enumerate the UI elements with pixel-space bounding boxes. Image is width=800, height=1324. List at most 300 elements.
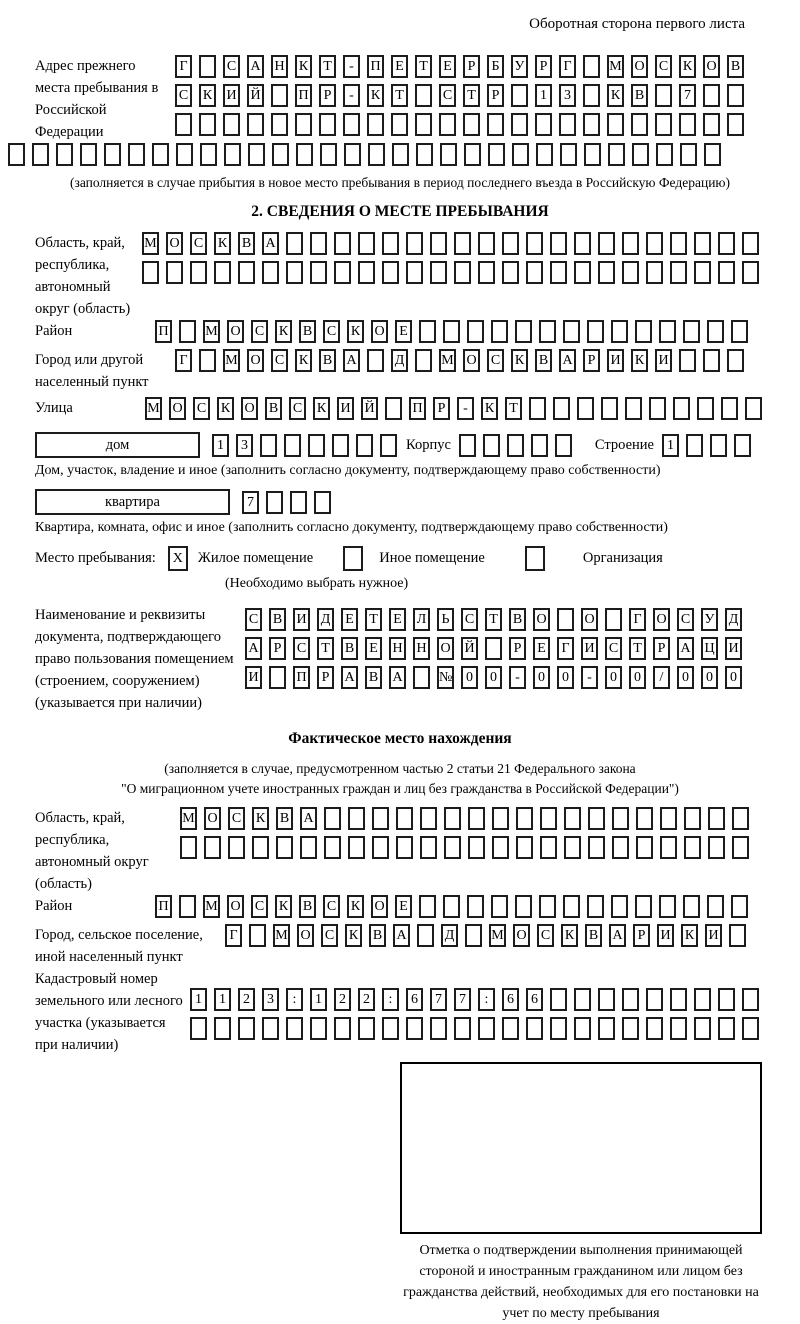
char-box[interactable] — [564, 836, 581, 859]
char-box[interactable]: А — [262, 232, 279, 255]
char-box[interactable]: В — [269, 608, 286, 631]
char-box[interactable] — [368, 143, 385, 166]
char-box[interactable] — [622, 1017, 639, 1040]
char-box[interactable] — [670, 261, 687, 284]
char-box[interactable]: : — [382, 988, 399, 1011]
char-box[interactable] — [190, 1017, 207, 1040]
char-box[interactable] — [396, 836, 413, 859]
char-box[interactable]: С — [439, 84, 456, 107]
char-box[interactable]: В — [276, 807, 293, 830]
char-box[interactable] — [574, 1017, 591, 1040]
char-box[interactable]: 6 — [406, 988, 423, 1011]
char-box[interactable] — [646, 232, 663, 255]
char-box[interactable] — [587, 320, 604, 343]
char-box[interactable]: А — [609, 924, 626, 947]
char-box[interactable] — [380, 434, 397, 457]
char-box[interactable] — [598, 232, 615, 255]
char-box[interactable] — [636, 807, 653, 830]
char-box[interactable]: П — [295, 84, 312, 107]
char-box[interactable]: - — [581, 666, 598, 689]
char-box[interactable]: С — [487, 349, 504, 372]
char-box[interactable]: 0 — [461, 666, 478, 689]
char-box[interactable]: Т — [485, 608, 502, 631]
char-box[interactable] — [440, 143, 457, 166]
char-box[interactable]: Е — [439, 55, 456, 78]
char-box[interactable] — [348, 836, 365, 859]
char-box[interactable] — [563, 895, 580, 918]
char-box[interactable] — [271, 84, 288, 107]
char-box[interactable]: 1 — [310, 988, 327, 1011]
char-box[interactable]: И — [581, 637, 598, 660]
char-box[interactable] — [444, 836, 461, 859]
char-box[interactable]: Д — [441, 924, 458, 947]
char-box[interactable]: Д — [317, 608, 334, 631]
char-box[interactable]: С — [537, 924, 554, 947]
char-box[interactable] — [536, 143, 553, 166]
char-box[interactable]: 1 — [535, 84, 552, 107]
char-box[interactable] — [372, 807, 389, 830]
char-box[interactable]: О — [631, 55, 648, 78]
char-box[interactable]: Р — [269, 637, 286, 660]
char-box[interactable]: К — [275, 895, 292, 918]
char-box[interactable]: Л — [413, 608, 430, 631]
char-box[interactable]: К — [511, 349, 528, 372]
char-box[interactable] — [731, 320, 748, 343]
char-box[interactable] — [564, 807, 581, 830]
char-box[interactable]: 3 — [559, 84, 576, 107]
char-box[interactable] — [332, 434, 349, 457]
char-box[interactable] — [32, 143, 49, 166]
char-box[interactable]: И — [607, 349, 624, 372]
char-box[interactable] — [526, 261, 543, 284]
char-box[interactable]: Р — [319, 84, 336, 107]
char-box[interactable]: 7 — [242, 491, 259, 514]
char-box[interactable] — [673, 397, 690, 420]
char-box[interactable] — [382, 261, 399, 284]
char-box[interactable]: А — [247, 55, 264, 78]
char-box[interactable]: 6 — [502, 988, 519, 1011]
char-box[interactable]: В — [319, 349, 336, 372]
char-box[interactable]: К — [607, 84, 624, 107]
char-box[interactable]: Й — [461, 637, 478, 660]
char-box[interactable]: М — [223, 349, 240, 372]
char-box[interactable] — [238, 1017, 255, 1040]
char-box[interactable]: Ь — [437, 608, 454, 631]
char-box[interactable]: - — [343, 55, 360, 78]
char-box[interactable] — [557, 608, 574, 631]
char-box[interactable]: О — [227, 320, 244, 343]
char-box[interactable] — [583, 84, 600, 107]
char-box[interactable]: М — [273, 924, 290, 947]
char-box[interactable] — [382, 1017, 399, 1040]
char-box[interactable] — [683, 895, 700, 918]
char-box[interactable]: - — [457, 397, 474, 420]
char-box[interactable] — [670, 1017, 687, 1040]
char-box[interactable] — [635, 320, 652, 343]
char-box[interactable] — [588, 836, 605, 859]
char-box[interactable] — [646, 1017, 663, 1040]
char-box[interactable]: А — [677, 637, 694, 660]
char-box[interactable]: 0 — [725, 666, 742, 689]
char-box[interactable]: Е — [533, 637, 550, 660]
char-box[interactable]: Й — [361, 397, 378, 420]
char-box[interactable] — [358, 232, 375, 255]
char-box[interactable] — [308, 434, 325, 457]
char-box[interactable] — [416, 143, 433, 166]
char-box[interactable] — [729, 924, 746, 947]
char-box[interactable] — [483, 434, 500, 457]
char-box[interactable]: К — [631, 349, 648, 372]
char-box[interactable] — [694, 1017, 711, 1040]
char-box[interactable] — [465, 924, 482, 947]
char-box[interactable] — [454, 232, 471, 255]
apartment-field-box[interactable]: квартира — [35, 489, 230, 515]
char-box[interactable] — [286, 1017, 303, 1040]
char-box[interactable] — [646, 988, 663, 1011]
char-box[interactable]: К — [275, 320, 292, 343]
char-box[interactable] — [269, 666, 286, 689]
char-box[interactable] — [204, 836, 221, 859]
char-box[interactable] — [659, 320, 676, 343]
char-box[interactable] — [622, 232, 639, 255]
char-box[interactable] — [502, 261, 519, 284]
char-box[interactable]: 0 — [629, 666, 646, 689]
char-box[interactable]: С — [251, 895, 268, 918]
char-box[interactable] — [415, 84, 432, 107]
char-box[interactable] — [550, 261, 567, 284]
char-box[interactable] — [718, 1017, 735, 1040]
char-box[interactable] — [104, 143, 121, 166]
char-box[interactable] — [419, 320, 436, 343]
char-box[interactable] — [459, 434, 476, 457]
char-box[interactable] — [732, 807, 749, 830]
char-box[interactable]: Г — [225, 924, 242, 947]
char-box[interactable]: С — [461, 608, 478, 631]
char-box[interactable] — [718, 988, 735, 1011]
char-box[interactable]: А — [559, 349, 576, 372]
char-box[interactable]: И — [657, 924, 674, 947]
char-box[interactable] — [319, 113, 336, 136]
char-box[interactable] — [487, 113, 504, 136]
char-box[interactable] — [535, 113, 552, 136]
char-box[interactable] — [684, 836, 701, 859]
char-box[interactable]: К — [347, 895, 364, 918]
char-box[interactable] — [680, 143, 697, 166]
char-box[interactable] — [166, 261, 183, 284]
char-box[interactable]: Р — [463, 55, 480, 78]
char-box[interactable] — [324, 807, 341, 830]
char-box[interactable]: В — [535, 349, 552, 372]
char-box[interactable] — [655, 84, 672, 107]
char-box[interactable] — [200, 143, 217, 166]
char-box[interactable] — [583, 55, 600, 78]
char-box[interactable]: П — [155, 320, 172, 343]
char-box[interactable]: О — [437, 637, 454, 660]
char-box[interactable]: : — [286, 988, 303, 1011]
char-box[interactable]: С — [223, 55, 240, 78]
char-box[interactable]: В — [727, 55, 744, 78]
char-box[interactable]: К — [217, 397, 234, 420]
char-box[interactable]: В — [631, 84, 648, 107]
char-box[interactable]: О — [297, 924, 314, 947]
house-field-box[interactable]: дом — [35, 432, 200, 458]
char-box[interactable]: 1 — [190, 988, 207, 1011]
char-box[interactable]: В — [265, 397, 282, 420]
char-box[interactable] — [587, 895, 604, 918]
stay-type-checkbox-residential[interactable]: X — [168, 546, 188, 571]
char-box[interactable]: 6 — [526, 988, 543, 1011]
char-box[interactable]: К — [345, 924, 362, 947]
char-box[interactable]: М — [180, 807, 197, 830]
char-box[interactable]: Р — [509, 637, 526, 660]
char-box[interactable] — [478, 232, 495, 255]
char-box[interactable] — [488, 143, 505, 166]
char-box[interactable] — [622, 261, 639, 284]
char-box[interactable] — [271, 113, 288, 136]
char-box[interactable]: Е — [365, 637, 382, 660]
char-box[interactable] — [656, 143, 673, 166]
char-box[interactable] — [142, 261, 159, 284]
stay-type-checkbox-other[interactable] — [343, 546, 363, 571]
char-box[interactable]: К — [295, 349, 312, 372]
char-box[interactable]: В — [369, 924, 386, 947]
char-box[interactable] — [290, 491, 307, 514]
char-box[interactable] — [348, 807, 365, 830]
char-box[interactable]: О — [247, 349, 264, 372]
char-box[interactable] — [515, 320, 532, 343]
char-box[interactable] — [300, 836, 317, 859]
char-box[interactable] — [612, 836, 629, 859]
char-box[interactable]: 3 — [236, 434, 253, 457]
char-box[interactable] — [622, 988, 639, 1011]
char-box[interactable] — [707, 895, 724, 918]
char-box[interactable] — [560, 143, 577, 166]
char-box[interactable] — [415, 349, 432, 372]
char-box[interactable]: С — [271, 349, 288, 372]
char-box[interactable] — [491, 320, 508, 343]
char-box[interactable] — [583, 113, 600, 136]
char-box[interactable] — [492, 836, 509, 859]
char-box[interactable] — [199, 349, 216, 372]
char-box[interactable]: Ц — [701, 637, 718, 660]
char-box[interactable] — [502, 232, 519, 255]
char-box[interactable] — [636, 836, 653, 859]
char-box[interactable]: П — [293, 666, 310, 689]
char-box[interactable]: - — [343, 84, 360, 107]
char-box[interactable] — [392, 143, 409, 166]
char-box[interactable] — [745, 397, 762, 420]
char-box[interactable] — [727, 349, 744, 372]
char-box[interactable] — [531, 434, 548, 457]
char-box[interactable]: 2 — [238, 988, 255, 1011]
char-box[interactable]: О — [513, 924, 530, 947]
char-box[interactable] — [511, 113, 528, 136]
char-box[interactable] — [515, 895, 532, 918]
char-box[interactable] — [262, 261, 279, 284]
char-box[interactable] — [727, 84, 744, 107]
char-box[interactable] — [464, 143, 481, 166]
char-box[interactable] — [742, 988, 759, 1011]
char-box[interactable]: Р — [653, 637, 670, 660]
char-box[interactable]: О — [227, 895, 244, 918]
char-box[interactable] — [310, 1017, 327, 1040]
char-box[interactable]: Б — [487, 55, 504, 78]
char-box[interactable] — [684, 807, 701, 830]
char-box[interactable] — [512, 143, 529, 166]
char-box[interactable]: В — [299, 320, 316, 343]
char-box[interactable] — [559, 113, 576, 136]
char-box[interactable]: Т — [319, 55, 336, 78]
char-box[interactable] — [632, 143, 649, 166]
char-box[interactable] — [214, 1017, 231, 1040]
char-box[interactable] — [659, 895, 676, 918]
char-box[interactable] — [694, 988, 711, 1011]
char-box[interactable] — [598, 1017, 615, 1040]
char-box[interactable]: М — [439, 349, 456, 372]
stay-type-checkbox-organization[interactable] — [525, 546, 545, 571]
char-box[interactable]: С — [323, 320, 340, 343]
char-box[interactable] — [485, 637, 502, 660]
char-box[interactable] — [550, 232, 567, 255]
char-box[interactable] — [223, 113, 240, 136]
char-box[interactable]: А — [300, 807, 317, 830]
char-box[interactable] — [391, 113, 408, 136]
char-box[interactable] — [214, 261, 231, 284]
char-box[interactable] — [276, 836, 293, 859]
char-box[interactable] — [708, 836, 725, 859]
char-box[interactable]: О — [653, 608, 670, 631]
char-box[interactable] — [454, 1017, 471, 1040]
char-box[interactable]: 0 — [533, 666, 550, 689]
char-box[interactable]: С — [289, 397, 306, 420]
char-box[interactable] — [190, 261, 207, 284]
char-box[interactable]: 0 — [677, 666, 694, 689]
char-box[interactable]: 7 — [679, 84, 696, 107]
char-box[interactable]: А — [341, 666, 358, 689]
char-box[interactable]: В — [341, 637, 358, 660]
char-box[interactable] — [686, 434, 703, 457]
char-box[interactable]: М — [607, 55, 624, 78]
char-box[interactable]: Т — [629, 637, 646, 660]
char-box[interactable]: С — [293, 637, 310, 660]
char-box[interactable] — [413, 666, 430, 689]
char-box[interactable] — [670, 232, 687, 255]
char-box[interactable]: В — [509, 608, 526, 631]
char-box[interactable]: Р — [633, 924, 650, 947]
char-box[interactable] — [179, 320, 196, 343]
char-box[interactable] — [247, 113, 264, 136]
char-box[interactable] — [310, 261, 327, 284]
char-box[interactable]: Т — [505, 397, 522, 420]
char-box[interactable]: 7 — [454, 988, 471, 1011]
char-box[interactable] — [439, 113, 456, 136]
char-box[interactable] — [683, 320, 700, 343]
char-box[interactable]: К — [252, 807, 269, 830]
char-box[interactable]: 0 — [557, 666, 574, 689]
char-box[interactable]: Т — [317, 637, 334, 660]
char-box[interactable] — [248, 143, 265, 166]
char-box[interactable] — [467, 895, 484, 918]
char-box[interactable]: К — [679, 55, 696, 78]
char-box[interactable]: Е — [395, 320, 412, 343]
char-box[interactable]: К — [367, 84, 384, 107]
char-box[interactable] — [179, 895, 196, 918]
char-box[interactable] — [577, 397, 594, 420]
char-box[interactable] — [598, 261, 615, 284]
char-box[interactable] — [540, 836, 557, 859]
char-box[interactable] — [467, 320, 484, 343]
char-box[interactable]: И — [725, 637, 742, 660]
char-box[interactable]: Е — [395, 895, 412, 918]
char-box[interactable]: В — [299, 895, 316, 918]
char-box[interactable]: 7 — [430, 988, 447, 1011]
char-box[interactable]: О — [533, 608, 550, 631]
char-box[interactable] — [507, 434, 524, 457]
char-box[interactable]: П — [409, 397, 426, 420]
char-box[interactable]: А — [389, 666, 406, 689]
char-box[interactable] — [742, 232, 759, 255]
char-box[interactable] — [224, 143, 241, 166]
char-box[interactable] — [320, 143, 337, 166]
char-box[interactable]: С — [245, 608, 262, 631]
char-box[interactable] — [635, 895, 652, 918]
char-box[interactable]: К — [295, 55, 312, 78]
char-box[interactable] — [372, 836, 389, 859]
char-box[interactable] — [238, 261, 255, 284]
char-box[interactable] — [443, 320, 460, 343]
char-box[interactable]: № — [437, 666, 454, 689]
char-box[interactable] — [228, 836, 245, 859]
char-box[interactable] — [358, 1017, 375, 1040]
char-box[interactable]: П — [367, 55, 384, 78]
char-box[interactable]: И — [223, 84, 240, 107]
char-box[interactable] — [502, 1017, 519, 1040]
char-box[interactable]: Р — [535, 55, 552, 78]
char-box[interactable]: - — [509, 666, 526, 689]
char-box[interactable]: К — [347, 320, 364, 343]
char-box[interactable] — [540, 807, 557, 830]
char-box[interactable] — [660, 836, 677, 859]
char-box[interactable]: М — [142, 232, 159, 255]
char-box[interactable] — [574, 232, 591, 255]
char-box[interactable]: О — [371, 320, 388, 343]
char-box[interactable]: К — [214, 232, 231, 255]
char-box[interactable] — [385, 397, 402, 420]
char-box[interactable] — [175, 113, 192, 136]
char-box[interactable] — [625, 397, 642, 420]
char-box[interactable]: 2 — [334, 988, 351, 1011]
char-box[interactable] — [252, 836, 269, 859]
char-box[interactable] — [430, 261, 447, 284]
char-box[interactable]: А — [393, 924, 410, 947]
char-box[interactable]: А — [343, 349, 360, 372]
char-box[interactable]: 0 — [485, 666, 502, 689]
char-box[interactable]: С — [175, 84, 192, 107]
char-box[interactable]: Н — [271, 55, 288, 78]
char-box[interactable]: К — [681, 924, 698, 947]
char-box[interactable]: У — [511, 55, 528, 78]
char-box[interactable]: Д — [725, 608, 742, 631]
char-box[interactable]: 3 — [262, 988, 279, 1011]
char-box[interactable]: И — [245, 666, 262, 689]
char-box[interactable] — [420, 836, 437, 859]
char-box[interactable]: П — [155, 895, 172, 918]
char-box[interactable]: С — [321, 924, 338, 947]
char-box[interactable]: 0 — [701, 666, 718, 689]
char-box[interactable] — [266, 491, 283, 514]
char-box[interactable] — [176, 143, 193, 166]
char-box[interactable] — [660, 807, 677, 830]
